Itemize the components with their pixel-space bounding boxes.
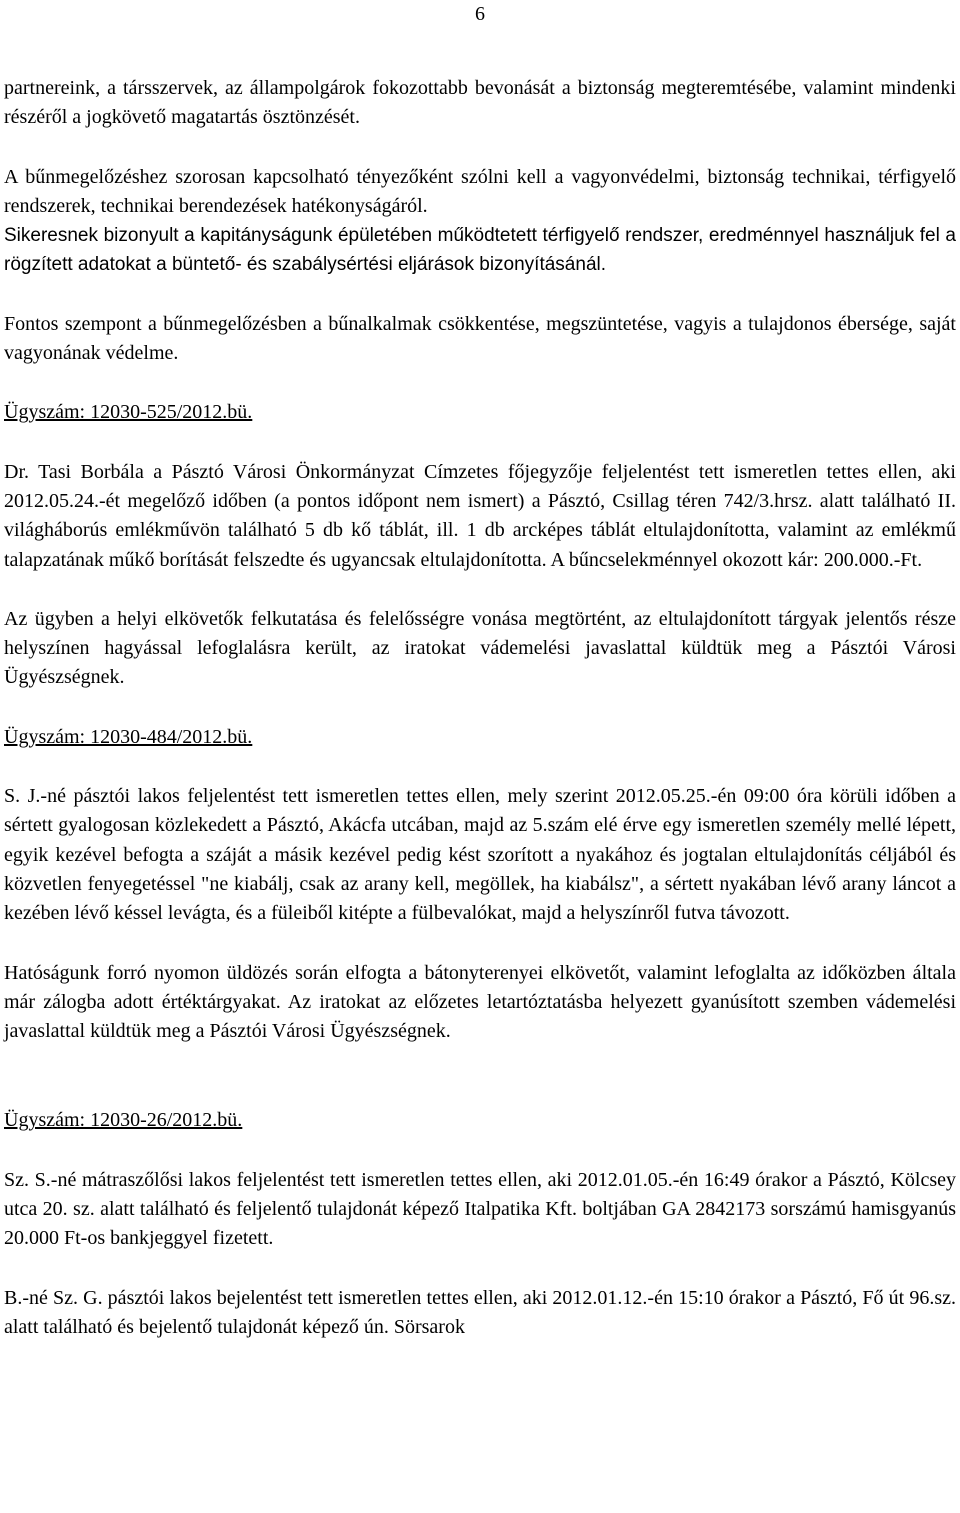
document-body xyxy=(4,74,956,1342)
paragraph-robbery: S. J.-né pásztói lakos feljelentést tett ismeretlen tettes ellen, mely szerint 2012.05.25.-én 09:00 óra körüli időben a sértett gyalogosan közlekedett a Pásztó, Akácfa utcában, majd az 5.szám elé érve egy ismeretlen személy mellé lépett, egyik kezével befogta a száját a másik kezével pedig kést szorított a nyakához és jogtalan eltulajdonítás céljából és közvetlen fenyegetéssel "ne kiabálj, csak az arany kell, megöllek, ha kiabálsz", a sértett nyakában lévő arany láncot a kezében lévő késsel levágta, és a füleiből kitépte a fülbevalókat, majd a helyszínről futva távozott. xyxy=(4,785,956,925)
paragraph-robbery-arrest: Hatóságunk forró nyomon üldözés során elfogta a bátonyterenyei elkövetőt, valamint lefoglalta az időközben általa már zálogba adott értéktárgyakat. Az iratokat az előzetes letartóztatásba helyezett gyanúsított szemben vádemelési javaslattal küldtük meg a Pásztói Városi Ügyészségnek. xyxy=(4,961,956,1043)
paragraph-cctv-success: Sikeresnek bizonyult a kapitányságunk épületében működtetett térfigyelő rendszer, eredménnyel használjuk fel a rögzített adatokat a büntető- és szabálysértési eljárások bizonyításánál. xyxy=(4,225,956,276)
paragraph-memorial-theft: Dr. Tasi Borbála a Pásztó Városi Önkormányzat Címzetes főjegyzője feljelentést tett ismeretlen tettes ellen, aki 2012.05.24.-ét megelőző időben (a pontos időpont nem ismert) a Pásztó, Csillag téren 742/3.hrsz. alatt található II. világháborús emlékművön található 5 db kő táblát, ill. 1 db arcképes táblát eltulajdonította, valamint az emlékmű talapzatának műkő borítását felszedte és ugyancsak eltulajdonította. A bűncselekménnyel okozott kár: 200.000.-Ft. xyxy=(4,460,956,571)
paragraph-crime-prevention-technology: A bűnmegelőzéshez szorosan kapcsolható tényezőként szólni kell a vagyonvédelmi, biztonság technikai, térfigyelő rendszerek, technikai berendezések hatékonyságáról. xyxy=(4,165,956,217)
paragraph-memorial-resolution: Az ügyben a helyi elkövetők felkutatása és felelősségre vonása megtörtént, az eltulajdonított tárgyak jelentős része helyszínen hagyással lefoglalásra került, az iratokat vádemelési javaslattal küldtük meg a Pásztói Városi Ügyészségnek. xyxy=(4,607,956,689)
case-number-3: Ügyszám: 12030-26/2012.bü. xyxy=(4,1109,243,1132)
paragraph-counterfeit-note: Sz. S.-né mátraszőlősi lakos feljelentést tett ismeretlen tettes ellen, aki 2012.01.05.-én 16:49 órakor a Pásztó, Kölcsey utca 20. sz. alatt található és feljelentő tulajdonát képező Italpatika Kft. boltjában GA 2842173 sorszámú hamisgyanús 20.000 Ft-os bankjeggyel fizetett. xyxy=(4,1168,956,1250)
paragraph-owner-vigilance: Fontos szempont a bűnmegelőzésben a bűnalkalmak csökkentése, megszüntetése, vagyis a tulajdonos ébersége, saját vagyonának védelme. xyxy=(4,312,956,365)
case-number-2: Ügyszám: 12030-484/2012.bü. xyxy=(4,725,253,748)
paragraph-partners: partnereink, a társszervek, az állampolgárok fokozottabb bevonását a biztonság megteremtésébe, valamint mindenki részéről a jogkövető magatartás ösztönzését. xyxy=(4,77,956,129)
paragraph-sorsarok-report: B.-né Sz. G. pásztói lakos bejelentést tett ismeretlen tettes ellen, aki 2012.01.12.-én 15:10 órakor a Pásztó, Fő út 96.sz. alatt található és bejelentő tulajdonát képező ún. Sörsarok xyxy=(4,1286,956,1338)
case-number-1: Ügyszám: 12030-525/2012.bü. xyxy=(4,401,253,424)
page-number: 6 xyxy=(475,3,485,25)
